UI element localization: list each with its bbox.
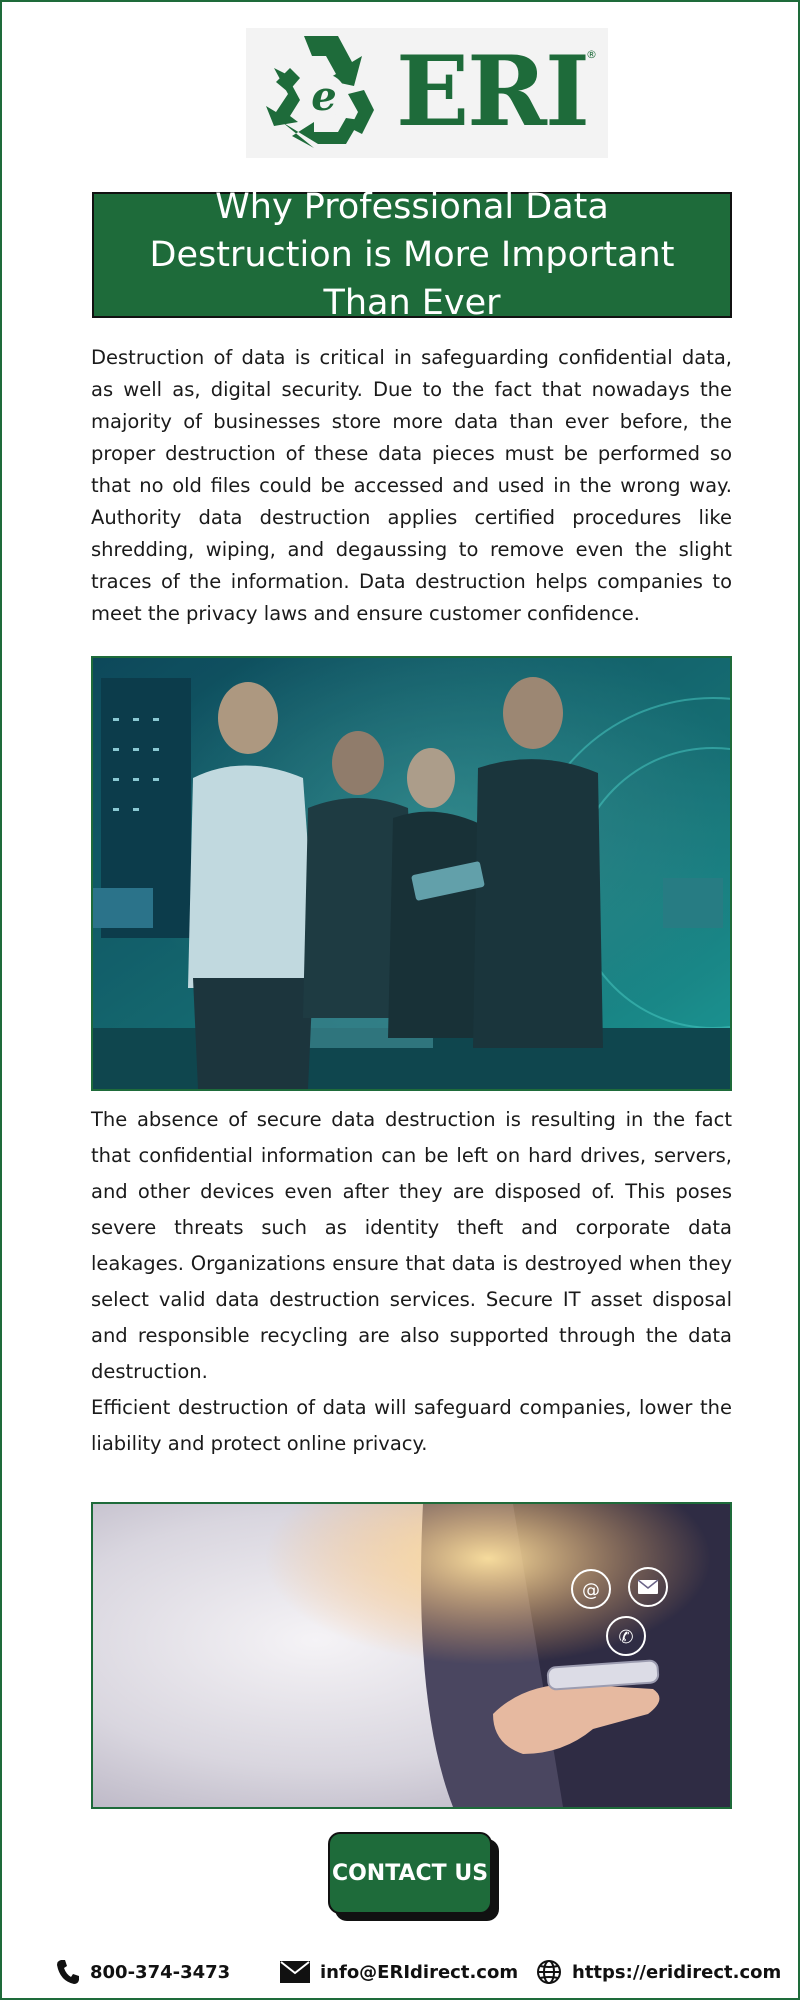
svg-text:@: @ xyxy=(582,1580,600,1601)
svg-text:✆: ✆ xyxy=(618,1627,634,1648)
absence-paragraph: The absence of secure data destruction is resulting in the fact that confidential information can be left on hard drives, servers, and other devices even after they are disposed of. This poses severe threats such as identity theft and corporate data leakages. Organizations ensure that data is destroyed when they select valid data destruction services. Secure IT asset disposal and responsible recycling are also supported through the data destruction. xyxy=(91,1108,732,1383)
registered-mark: ® xyxy=(586,48,597,61)
phone-icon xyxy=(56,1959,80,1985)
title-banner xyxy=(92,187,732,323)
footer-phone-text: 800-374-3473 xyxy=(90,1961,231,1983)
page-title: Why Professional Data Destruction is More Important Than Ever xyxy=(149,187,675,323)
intro-paragraph: Destruction of data is critical in safeguarding confidential data, as well as, digital security. Due to the fact that nowadays the majority of businesses store more data than ever before, the proper destruction of these data pieces must be performed so that no old files could be accessed and used in the wrong way. Authority data destruction applies certified procedures like shredding, wiping, and degaussing to remove even the slight traces of the information. Data destruction helps companies to meet the privacy laws and ensure customer confidence. xyxy=(91,346,732,625)
envelope-icon xyxy=(280,1961,310,1983)
logo-e-letter: e xyxy=(311,73,337,120)
footer-email-text: info@ERIdirect.com xyxy=(320,1961,519,1983)
contact-us-button[interactable]: CONTACT US xyxy=(328,1832,492,1914)
hand-phone-photo xyxy=(91,1502,732,1809)
globe-icon xyxy=(536,1959,562,1985)
footer-website[interactable] xyxy=(536,1956,781,1988)
eri-logo xyxy=(246,28,608,158)
server-room-team-photo xyxy=(91,656,732,1091)
efficient-paragraph: Efficient destruction of data will safeguard companies, lower the liability and protect online privacy. xyxy=(91,1396,732,1455)
logo-wordmark: ERI xyxy=(396,35,588,148)
footer-email[interactable] xyxy=(280,1956,518,1988)
footer-website-text: https://eridirect.com xyxy=(572,1961,782,1983)
footer-phone[interactable] xyxy=(56,1956,230,1988)
